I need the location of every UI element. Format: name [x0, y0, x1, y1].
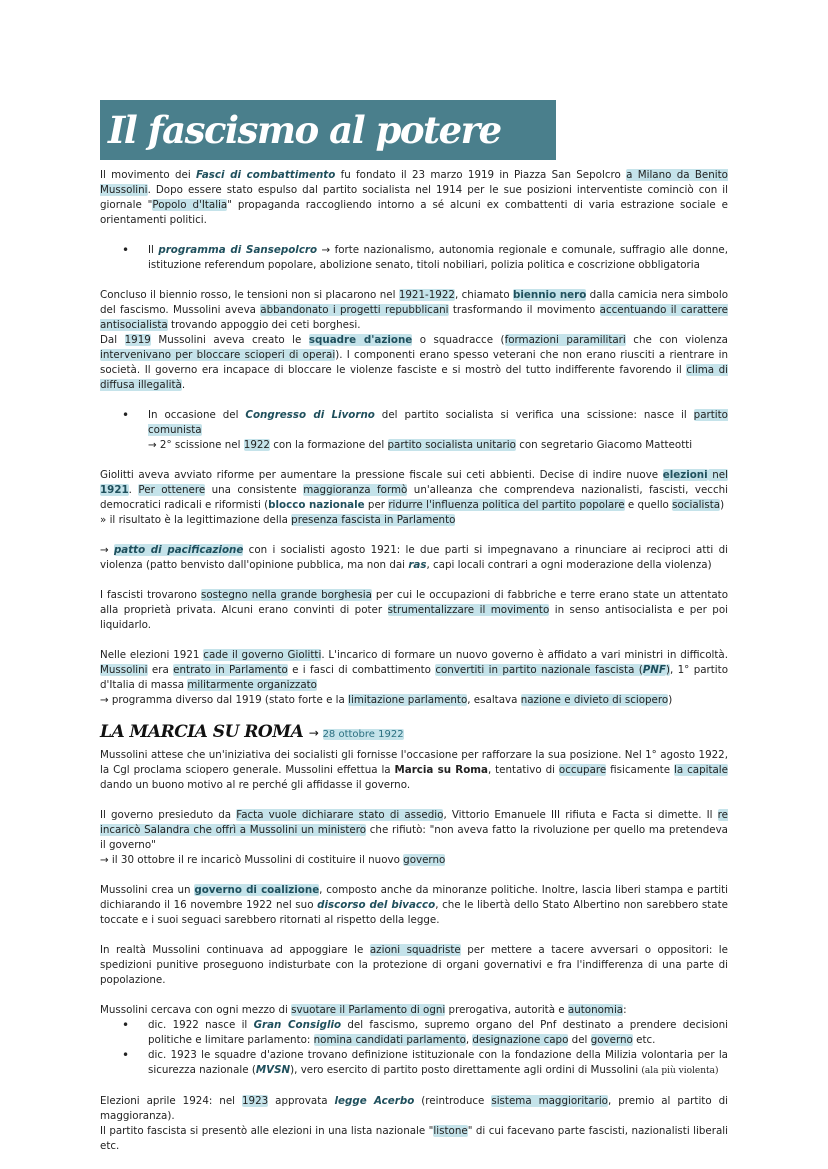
paragraph-pacificazione: → patto di pacificazione con i socialisti agosto 1921: le due parti si impegnavano a rinunciare ai reciproci atti di violenza (patto benvisto dall'opinione pubblica, ma non dai ras, capi locali contrari a ogni moderazione della violenza): [100, 544, 729, 571]
paragraph-acerbo: Elezioni aprile 1924: nel 1923 approvata legge Acerbo (reintroduce sistema maggioritario, premio al partito di maggioranza). Il partito fascista si presentò alle elezioni in una lista nazionale "listone" di cui facevano parte fascisti, nazionalisti liberali etc.: [100, 1095, 728, 1152]
list-item: • dic. 1923 le squadre d'azione trovano definizione istituzionale con la fondazione della Milizia volontaria per la sicurezza nazionale (MVSN), vero esercito di partito posto direttamente agli ordini di Mussolini (ala più violenta): [148, 1048, 728, 1079]
bullet-list-istituzioni: [100, 1018, 728, 1079]
paragraph-biennio-nero: Concluso il biennio rosso, le tensioni non si placarono nel 1921-1922, chiamato biennio nero dalla camicia nera simbolo del fascismo. Mussolini aveva abbandonato i progetti repubblicani trasformando il movimento accentuando il carattere antisocialista trovando appoggio dei ceti borghesi.: [100, 289, 729, 331]
paragraph-marcia: Mussolini attese che un'iniziativa dei socialisti gli fornisse l'occasione per rafforzare la sua posizione. Nel 1° agosto 1922, la Cgl proclama sciopero generale. Mussolini effettua la Marcia su Roma, tentativo di occupare fisicamente la capitale dando un buono motivo al re perché gli affidasse il governo.: [100, 749, 729, 791]
paragraph-facta: Il governo presieduto da Facta vuole dichiarare stato di assedio, Vittorio Emanuele III rifiuta e Facta si dimette. Il re incaricò Salandra che offrì a Mussolini un ministero che rifiutò: "non aveva fatto la rivoluzione per quello ma pretendeva il governo" → il 30 ottobre il re incaricò Mussolini di costituire il nuovo governo: [100, 809, 728, 866]
paragraph-svuotare: Mussolini cercava con ogni mezzo di svuotare il Parlamento di ogni prerogativa, autorità e autonomia:: [100, 1004, 627, 1016]
bullet-list-sansepolcro: [100, 243, 728, 273]
title-banner: [100, 100, 556, 160]
paragraph-squadre: Dal 1919 Mussolini aveva creato le squadre d'azione o squadracce (formazioni paramilitari che con violenza intervenivano per bloccare scioperi di operai). I componenti erano spesso veterani che non erano riusciti a rientrare in società. Il governo era incapace di bloccare le violenze fasciste e si mostrò del tutto indifferente favorendo il clima di diffusa illegalità.: [100, 334, 728, 391]
page-title: Il fascismo al potere: [108, 108, 501, 152]
list-item: • Il programma di Sansepolcro → forte nazionalismo, autonomia regionale e comunale, suffragio alle donne, istituzione referendum popolare, abolizione senato, titoli nobiliari, polizia politica e coscrizione obbligatoria: [148, 243, 728, 273]
paragraph-elezioni-1921: Nelle elezioni 1921 cade il governo Giolitti. L'incarico di formare un nuovo governo è affidato a vari ministri in difficoltà. Mussolini era entrato in Parlamento e i fasci di combattimento convertiti in partito nazionale fascista (PNF), 1° partito d'Italia di massa militarmente organizzato → programma diverso dal 1919 (stato forte e la limitazione parlamento, esaltava nazione e divieto di sciopero): [100, 649, 729, 706]
list-item: • dic. 1922 nasce il Gran Consiglio del fascismo, supremo organo del Pnf destinato a prendere decisioni politiche e limitare parlamento: nomina candidati parlamento, designazione capo del governo etc.: [148, 1018, 728, 1048]
list-item: • In occasione del Congresso di Livorno del partito socialista si verifica una scissione: nasce il partito comunista → 2° scissione nel 1922 con la formazione del partito socialista unitario con segretario Giacomo Matteotti: [148, 408, 728, 453]
paragraph-fasci: Il movimento dei Fasci di combattimento fu fondato il 23 marzo 1919 in Piazza San Sepolcro a Milano da Benito Mussolini. Dopo essere stato espulso dal partito socialista nel 1914 per le sue posizioni interventiste cominciò con il giornale "Popolo d'Italia" propaganda raccogliendo intorno a sé alcuni ex combattenti di varia estrazione sociale e orientamenti politici.: [100, 169, 728, 226]
bullet-list-livorno: [100, 408, 728, 453]
paragraph-squadriste: In realtà Mussolini continuava ad appoggiare le azioni squadriste per mettere a tacere avversari o oppositori: le spedizioni punitive proseguono indisturbate con la protezione di organi governativi e fra l'indifferenza di una parte di popolazione.: [100, 944, 729, 986]
paragraph-coalizione: Mussolini crea un governo di coalizione, composto anche da minoranze politiche. Inoltre, lascia liberi stampa e partiti dichiarando il 16 novembre 1922 nel suo discorso del bivacco, che le libertà dello Stato Albertino non sarebbero state toccate e i suoi seguaci sarebbero ritornati al rispetto della legge.: [100, 884, 728, 926]
paragraph-borghesia: I fascisti trovarono sostegno nella grande borghesia per cui le occupazioni di fabbriche e terre erano state un attentato alla proprietà privata. Alcuni erano convinti di poter strumentalizzare il movimento in senso antisocialista e per poi liquidarlo.: [100, 589, 729, 631]
paragraph-giolitti: Giolitti aveva avviato riforme per aumentare la pressione fiscale sui ceti abbienti. Decise di indire nuove elezioni nel 1921. Per ottenere una consistente maggioranza formò un'alleanza che comprendeva nazionalisti, fascisti, vecchi democratici radicali e riformisti (blocco nazionale per ridurre l'influenza politica del partito popolare e quello socialista) » il risultato è la legittimazione della presenza fascista in Parlamento: [100, 469, 728, 526]
section-date: 28 ottobre 1922: [322, 729, 404, 740]
section-heading-marcia: LA MARCIA SU ROMA → 28 ottobre 1922: [100, 722, 404, 742]
document-body: [100, 168, 728, 1154]
